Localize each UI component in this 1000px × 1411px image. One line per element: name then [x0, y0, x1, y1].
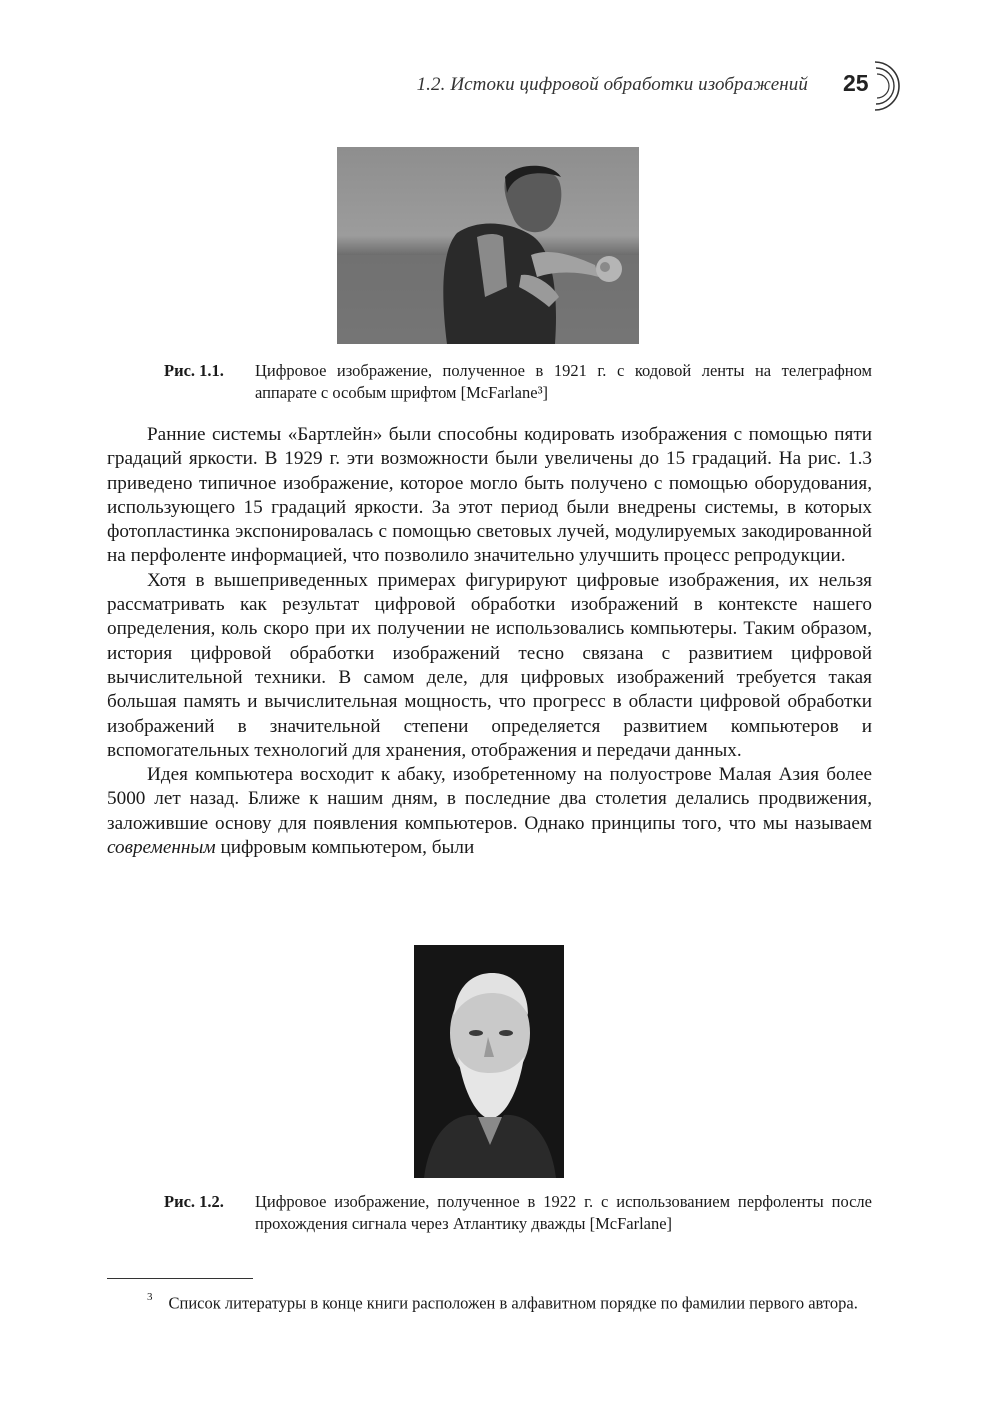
bearded-man-portrait-icon [414, 945, 564, 1178]
figure-1-1-caption [164, 360, 872, 404]
paragraph-3 [107, 763, 872, 860]
paragraph-1: Ранние системы «Бартлейн» были способны кодировать изображения с помощью пяти градаций яркости. В 1929 г. эти возможности были увеличены до 15 градаций. На рис. 1.3 приведено типичное изображение, которое могло быть получено с помощью оборудования, использующего 15 градаций яркости. За этот период были внедрены системы, в которых фотопластинка экспонировалась с помощью световых лучей, модулируемых закодированной на перфоленте информацией, что позволило значительно улучшить процесс репродукции. [107, 424, 872, 567]
page-number: 25 [843, 70, 869, 96]
paragraph-3-emphasis: современным [107, 837, 216, 859]
body-text [107, 423, 872, 860]
footnote-divider [107, 1278, 253, 1279]
footnote-text: Список литературы в конце книги расположен в алфавитном порядке по фамилии первого автора. [168, 1293, 858, 1313]
figure-1-2-image [414, 945, 564, 1178]
running-title: 1.2. Истоки цифровой обработки изображений [416, 74, 808, 95]
paragraph-2: Хотя в вышеприведенных примерах фигурируют цифровые изображения, их нельзя рассматривать как результат цифровой обработки изображений в контексте нашего определения, коль скоро при их получении не использовались компьютеры. Таким образом, история цифровой обработки изображений тесно связана с развитием цифровой вычислительной техники. В самом деле, для цифровых изображений требуется такая большая память и вычислительная мощность, что прогресс в области цифровой обработки изображений в значительной степени определяется развитием компьютеров и вспомогательных технологий для хранения, отображения и передачи данных. [107, 569, 872, 761]
running-header [0, 66, 1000, 106]
figure-1-1-label: Рис. 1.1. [164, 361, 224, 380]
figure-1-2-caption [164, 1191, 872, 1257]
paragraph-3-end: цифровым компьютером, были [215, 837, 475, 859]
paragraph-3-start: Идея компьютера восходит к абаку, изобретенному на полуострове Малая Азия более 5000 лет назад. Ближе к нашим дням, в последние два столетия делались продвижения, заложившие основу для появления компьютеров. Однако принципы того, что мы называем [107, 764, 872, 834]
footnote [107, 1287, 872, 1316]
page-number-arcs-icon [855, 58, 905, 114]
figure-1-2-label: Рис. 1.2. [164, 1192, 224, 1211]
figure-1-1-image [337, 147, 639, 344]
figure-1-1-caption-text: Цифровое изображение, полученное в 1921 г. с кодовой ленты на телеграфном аппарате с особым шрифтом [McFarlane³] [255, 361, 872, 402]
figure-1-2-caption-text: Цифровое изображение, полученное в 1922 г. с использованием перфоленты после прохождения сигнала через Атлантику дважды [McFarlane] [255, 1192, 872, 1233]
boxer-photo-icon [337, 147, 639, 344]
footnote-mark: 3 [147, 1291, 153, 1303]
